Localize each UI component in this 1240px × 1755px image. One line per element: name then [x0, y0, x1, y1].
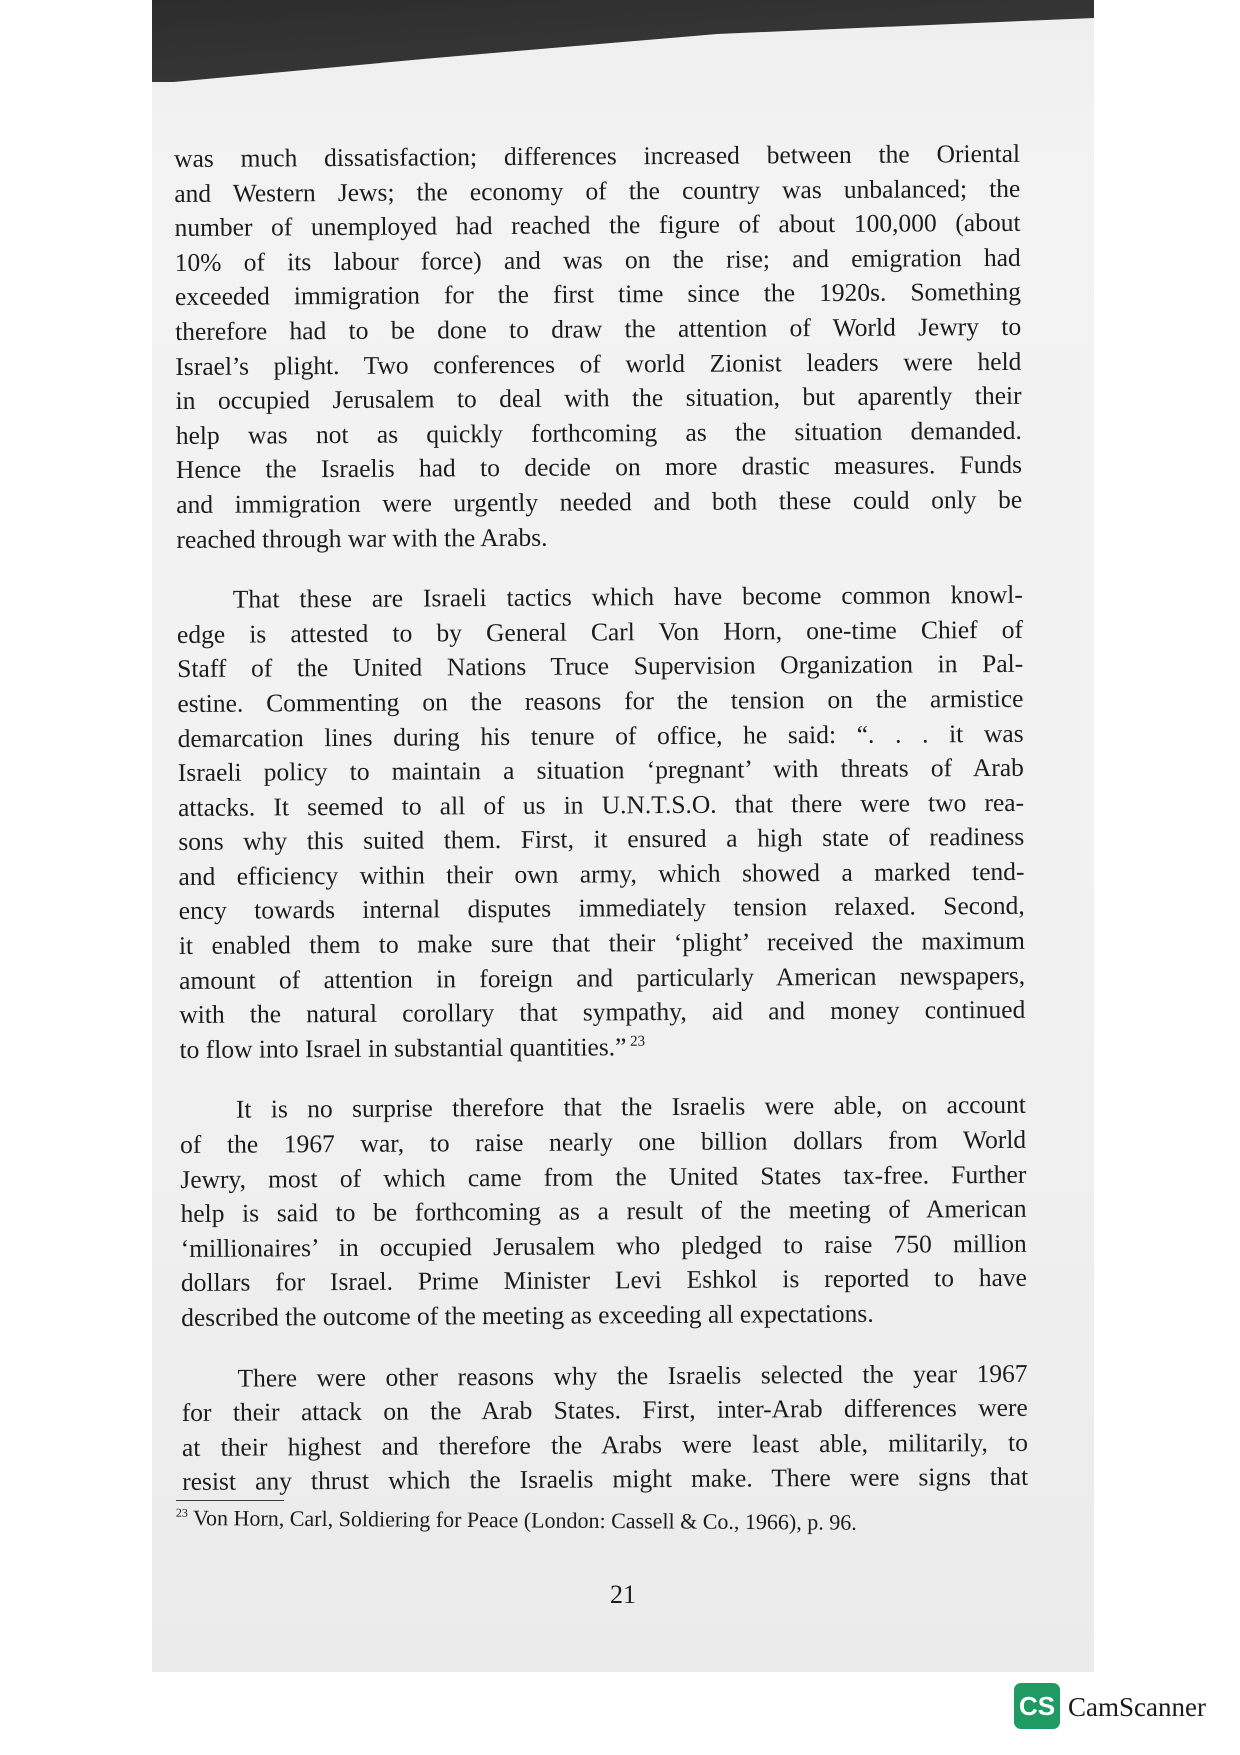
text-line: ‘millionaires’ in occupied Jerusalem who pledged to raise 750 million	[180, 1228, 1027, 1263]
text-line: Staff of the United Nations Truce Supervision Organization in Pal-	[177, 649, 1024, 684]
text-line: demarcation lines during his tenure of office, he said: “. . . it was	[177, 718, 1024, 753]
text-line: was much dissatisfaction; differences increased between the Oriental	[174, 138, 1021, 173]
text-line: estine. Commenting on the reasons for the tension on the armistice	[177, 683, 1024, 718]
footnote-text: Von Horn, Carl, Soldiering for Peace (London: Cassell & Co., 1966), p. 96.	[192, 1505, 857, 1535]
text-line: help is said to be forthcoming as a result of the meeting of American	[180, 1194, 1027, 1229]
scanned-page	[152, 0, 1094, 1672]
text-line: It is no surprise therefore that the Israelis were able, on account	[235, 1090, 1026, 1125]
page-number: 21	[610, 1580, 636, 1609]
text-line: There were other reasons why the Israelis selected the year 1967	[237, 1358, 1028, 1393]
text-line: and Western Jews; the economy of the country was unbalanced; the	[174, 173, 1021, 208]
text-line: amount of attention in foreign and particularly American newspapers,	[179, 960, 1026, 995]
paragraph	[181, 1356, 1028, 1500]
text-line: exceeded immigration for the first time since the 1920s. Something	[174, 277, 1022, 312]
text-line: described the outcome of the meeting as exceeding all expectations.	[181, 1298, 874, 1332]
text-line: and efficiency within their own army, which showed a marked tend-	[178, 856, 1025, 891]
text-line: help was not as quickly forthcoming as the situation demanded.	[175, 415, 1022, 450]
text-line: edge is attested to by General Carl Von Horn, one-time Chief of	[176, 614, 1024, 649]
text-line: and immigration were urgently needed and both these could only be	[176, 484, 1023, 519]
paragraph	[174, 137, 1023, 557]
text-line: for their attack on the Arab States. First, inter-Arab differences were	[181, 1392, 1028, 1428]
text-line: attacks. It seemed to all of us in U.N.T.S.O. that there were two rea-	[177, 787, 1025, 822]
text-line: in occupied Jerusalem to deal with the situation, but aparently their	[175, 380, 1022, 416]
text-line: to flow into Israel in substantial quantities.” $^{23}$	[179, 1032, 646, 1064]
text-line: ency towards internal disputes immediately tension relaxed. Second,	[178, 891, 1025, 926]
paragraph	[177, 578, 1026, 1067]
scan-top-shadow	[152, 0, 1094, 82]
text-line: 10% of its labour force) and was on the rise; and emigration had	[174, 242, 1021, 277]
paragraph	[180, 1088, 1027, 1335]
text-line: dollars for Israel. Prime Minister Levi Eshkol is reported to have	[180, 1263, 1028, 1298]
text-line: it enabled them to make sure that their ‘plight’ received the maximum	[178, 925, 1025, 961]
text-line: sons why this suited them. First, it ensured a high state of readiness	[178, 822, 1025, 857]
text-line: number of unemployed had reached the figure of about 100,000 (about	[174, 208, 1021, 243]
camscanner-wordmark: CamScanner	[1068, 1692, 1206, 1722]
footnote	[176, 1505, 1022, 1537]
text-line: resist any thrust which the Israelis might make. There were signs that	[182, 1462, 1029, 1497]
footnote-number: 23	[175, 1505, 188, 1520]
camscanner-logo-icon: CS	[1014, 1683, 1060, 1729]
body-text	[174, 137, 1028, 1526]
text-line: at their highest and therefore the Arabs were least able, militarily, to	[181, 1427, 1029, 1462]
text-line: Jewry, most of which came from the United States tax-free. Further	[180, 1159, 1027, 1194]
text-line: reached through war with the Arabs.	[176, 522, 548, 554]
text-line: therefore had to be done to draw the attention of World Jewry to	[175, 311, 1022, 346]
text-line: with the natural corollary that sympathy, aid and money continued	[179, 995, 1026, 1030]
text-line: of the 1967 war, to raise nearly one billion dollars from World	[180, 1124, 1027, 1160]
text-line: Israeli policy to maintain a situation ‘pregnant’ with threats of Arab	[177, 752, 1024, 788]
footnote-reference: 23	[626, 1033, 646, 1050]
text-line: That these are Israeli tactics which have become common knowl-	[232, 579, 1023, 614]
text-line: Israel’s plight. Two conferences of world Zionist leaders were held	[175, 346, 1022, 381]
footnote-rule	[176, 1500, 284, 1501]
text-line: Hence the Israelis had to decide on more drastic measures. Funds	[175, 450, 1023, 485]
